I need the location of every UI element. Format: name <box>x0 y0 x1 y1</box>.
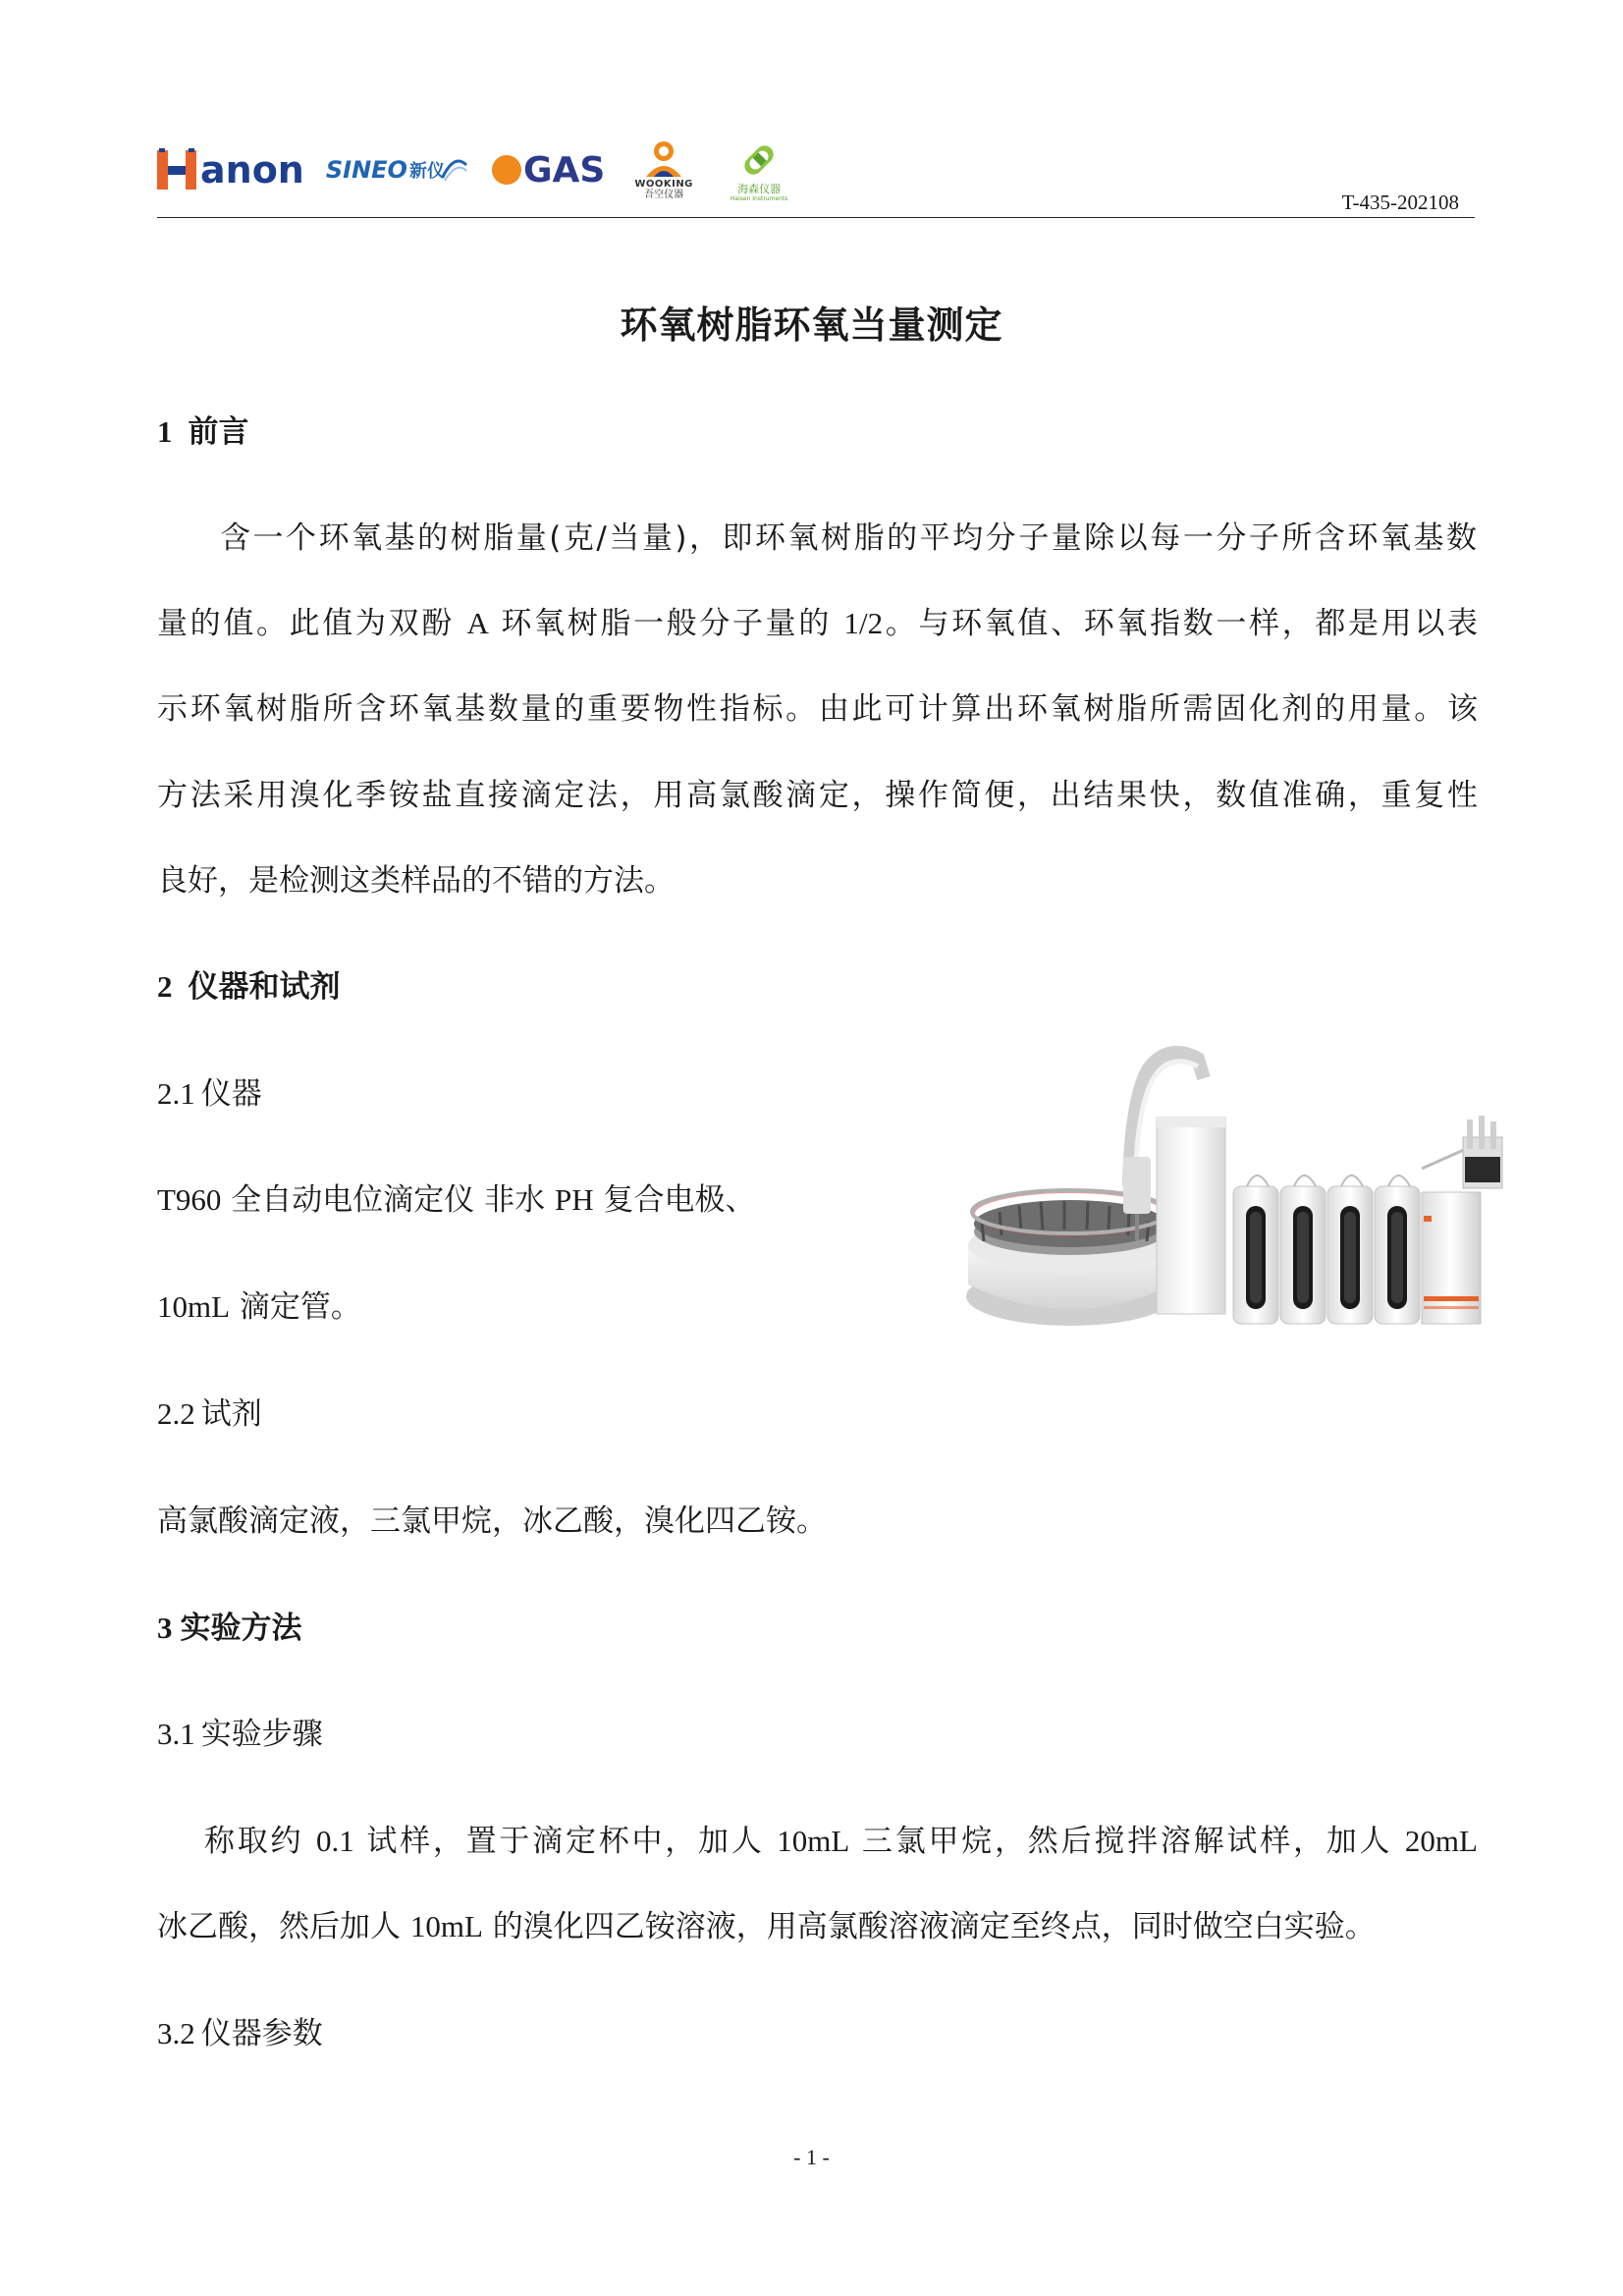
section-2-1-heading <box>157 1068 262 1113</box>
sineo-swoosh-icon <box>441 157 468 183</box>
intro-line-2 <box>157 598 1478 642</box>
section-number: 3 <box>157 1611 173 1645</box>
section-title: 实验步骤 <box>200 1717 323 1752</box>
section-title: 试剂 <box>200 1396 262 1432</box>
sineo-cn-wordmark: 新仪 <box>408 161 445 182</box>
procedure-text: 三氯甲烷，然后搅拌溶解试样，加人 <box>849 1824 1405 1859</box>
haisen-capsule-icon <box>734 137 784 183</box>
intro-text: 环氧树脂一般分子量的 <box>488 606 844 641</box>
instruments-text: 10mL <box>157 1289 231 1324</box>
instruments-text: 复合电极、 <box>593 1182 756 1218</box>
section-number: 2.1 <box>157 1076 195 1111</box>
section-3-heading <box>157 1603 302 1647</box>
procedure-text: 冰乙酸，然后加人 <box>157 1909 410 1944</box>
instruments-line-2 <box>157 1282 746 1326</box>
procedure-text: 10mL <box>409 1909 483 1943</box>
section-title: 前言 <box>188 414 249 450</box>
section-title: 仪器 <box>200 1076 262 1112</box>
section-title: 实验方法 <box>180 1611 302 1646</box>
intro-line-5: 良好，是检测这类样品的不错的方法。 <box>157 863 675 899</box>
procedure-text: 的溴化四乙铵溶液，用高氯酸溶液滴定至终点，同时做空白实验。 <box>482 1909 1376 1944</box>
instruments-text: 全自动电位滴定仪 非水 <box>221 1182 555 1218</box>
hanon-h-icon <box>157 148 196 191</box>
wooking-wordmark: WOOKING <box>634 179 693 190</box>
procedure-line-2 <box>157 1901 1478 1945</box>
page-header <box>157 116 1475 219</box>
haisen-logo <box>730 137 788 203</box>
intro-line-4: 方法采用溴化季铵盐直接滴定法，用高氯酸滴定，操作简便，出结果快，数值准确，重复性 <box>157 778 1478 813</box>
header-divider <box>157 217 1475 218</box>
document-code: T-435-202108 <box>1341 191 1459 214</box>
intro-text: 1/2 <box>843 606 884 640</box>
titrator-instrument-image <box>962 1039 1522 1351</box>
intro-line-3: 示环氧树脂所含环氧基数量的重要物性指标。由此可计算出环氧树脂所需固化剂的用量。该 <box>157 691 1478 727</box>
wooking-figure-icon <box>642 139 685 179</box>
page-title: 环氧树脂环氧当量测定 <box>620 303 1003 347</box>
sineo-logo <box>326 156 468 184</box>
section-3-2-heading <box>157 2008 323 2052</box>
hanon-wordmark: anon <box>200 148 304 191</box>
procedure-text: 试样，置于滴定杯中，加人 <box>353 1824 778 1859</box>
section-title: 仪器和试剂 <box>188 969 341 1005</box>
procedure-text: 10mL <box>777 1824 850 1858</box>
hanon-logo <box>157 148 304 191</box>
section-number: 3.2 <box>157 2016 195 2050</box>
procedure-line-1 <box>204 1816 1478 1860</box>
intro-text: A <box>466 606 489 640</box>
gas-logo <box>492 150 605 191</box>
procedure-text: 0.1 <box>315 1824 354 1858</box>
haisen-en-wordmark: Haisen Instruments <box>730 194 788 202</box>
sineo-wordmark: SINEO <box>325 156 407 184</box>
gas-wordmark: GAS <box>522 149 606 191</box>
section-number: 1 <box>157 414 173 449</box>
intro-line-1: 含一个环氧基的树脂量(克/当量)，即环氧树脂的平均分子量除以每一分子所含环氧基数 <box>220 520 1477 556</box>
section-number: 2.2 <box>157 1396 195 1431</box>
instruments-text: PH <box>555 1182 594 1217</box>
wooking-logo <box>634 139 693 200</box>
instruments-text: T960 <box>157 1182 222 1217</box>
section-2-heading <box>157 961 341 1006</box>
section-number: 3.1 <box>157 1717 195 1751</box>
instruments-line-1 <box>157 1175 943 1219</box>
wooking-cn-wordmark: 吾空仪器 <box>644 190 684 200</box>
section-number: 2 <box>157 969 173 1004</box>
section-3-1-heading <box>157 1709 323 1753</box>
section-2-2-heading <box>157 1389 262 1433</box>
page-number: - 1 - <box>793 2145 830 2169</box>
procedure-text: 20mL <box>1404 1824 1478 1858</box>
haisen-cn-wordmark: 海森仪器 <box>737 182 782 195</box>
gas-dot-icon <box>492 155 521 185</box>
instruments-text: 滴定管。 <box>230 1289 361 1325</box>
section-1-heading <box>157 407 249 451</box>
reagents-line: 高氯酸滴定液，三氯甲烷，冰乙酸，溴化四乙铵。 <box>157 1503 827 1539</box>
section-title: 仪器参数 <box>200 2016 323 2051</box>
partner-logos <box>157 126 787 214</box>
procedure-text: 称取约 <box>204 1824 316 1859</box>
intro-text: 。与环氧值、环氧指数一样，都是用以表 <box>883 606 1479 641</box>
intro-text: 量的值。此值为双酚 <box>157 606 467 641</box>
